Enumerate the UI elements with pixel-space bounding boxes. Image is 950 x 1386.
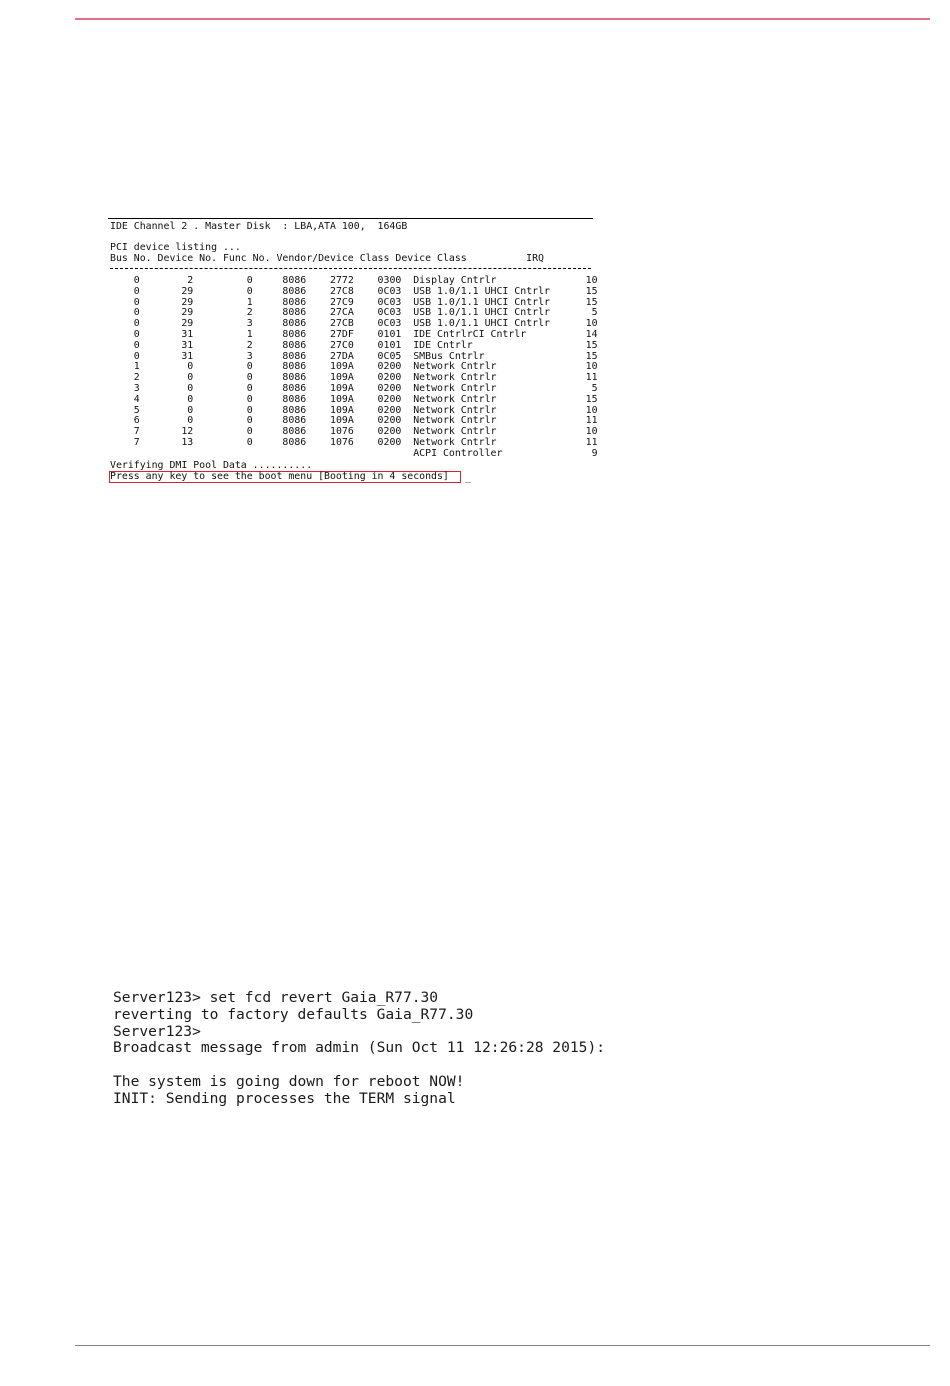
pci-cell-irq: 10: [561, 426, 598, 438]
pci-cell-device-class: Network Cntrlr: [401, 404, 562, 416]
console-line: INIT: Sending processes the TERM signal: [113, 1089, 456, 1107]
pci-cell-irq: 9: [561, 447, 598, 459]
pci-cell-device-class: IDE Cntrlr: [401, 339, 562, 351]
pci-cell-irq: 15: [561, 350, 598, 362]
pci-cell-class: 0C03: [353, 285, 402, 297]
pci-cell-vendor: 8086: [252, 415, 307, 427]
pci-cell-device-id: 1076: [306, 436, 354, 448]
pci-cell-class: 0101: [353, 328, 402, 340]
pci-cell-vendor: 8086: [252, 350, 307, 362]
pci-cell-func: 3: [193, 318, 253, 330]
pci-cell-func: 0: [193, 393, 253, 405]
pci-cell-vendor: 8086: [252, 339, 307, 351]
pci-cell-device: 0: [139, 404, 194, 416]
pci-table-header: Bus No. Device No. Func No. Vendor/Device Class Device Class IRQ: [110, 253, 545, 264]
pci-cell-device-id: 27C9: [306, 296, 354, 308]
pci-cell-irq: 5: [561, 307, 598, 319]
pci-cell-bus: 0: [110, 318, 140, 330]
pci-cell-irq: 11: [561, 415, 598, 427]
pci-cell-bus: 4: [110, 393, 140, 405]
pci-cell-bus: 0: [110, 307, 140, 319]
console-line: The system is going down for reboot NOW!: [113, 1072, 465, 1090]
pci-cell-device-class: SMBus Cntrlr: [401, 350, 562, 362]
console-line: Server123>: [113, 1022, 201, 1040]
pci-cell-bus: 5: [110, 404, 140, 416]
pci-cell-bus: 3: [110, 382, 140, 394]
pci-cell-device: 13: [139, 436, 194, 448]
pci-cell-bus: 0: [110, 285, 140, 297]
pci-cell-device-class: Network Cntrlr: [401, 382, 562, 394]
pci-cell-vendor: 8086: [252, 361, 307, 373]
pci-cell-func: 2: [193, 339, 253, 351]
pci-cell-device-id: 1076: [306, 426, 354, 438]
pci-device-row: [110, 449, 598, 460]
pci-cell-device: 0: [139, 372, 194, 384]
pci-cell-func: 0: [193, 404, 253, 416]
pci-cell-irq: 10: [561, 404, 598, 416]
pci-cell-func: 0: [193, 382, 253, 394]
pci-cell-class: [354, 448, 402, 459]
pci-cell-class: 0200: [353, 404, 402, 416]
pci-cell-device-class: USB 1.0/1.1 UHCI Cntrlr: [401, 318, 562, 330]
pci-cell-vendor: 8086: [252, 318, 307, 330]
pci-cell-irq: 15: [561, 339, 598, 351]
pci-cell-irq: 10: [561, 318, 598, 330]
pci-cell-func: 0: [193, 426, 253, 438]
pci-cell-device: 31: [139, 350, 194, 362]
pci-cell-device-id: 109A: [306, 372, 354, 384]
pci-cell-device-id: 27C8: [306, 285, 354, 297]
pci-cell-vendor: 8086: [252, 328, 307, 340]
pci-cell-device: 29: [139, 285, 194, 297]
ide-channel-line: IDE Channel 2 . Master Disk : LBA,ATA 100, 164GB: [110, 221, 408, 232]
pci-cell-device: 2: [139, 275, 194, 286]
pci-cell-device: 0: [139, 382, 194, 394]
footer-rule: [75, 1345, 930, 1346]
pci-cell-bus: 0: [110, 350, 140, 362]
pci-cell-vendor: 8086: [252, 436, 307, 448]
pci-cell-bus: 0: [110, 339, 140, 351]
pci-cell-device-id: 27DF: [306, 328, 354, 340]
pci-cell-vendor: 8086: [252, 285, 307, 297]
pci-cell-device: 0: [139, 415, 194, 427]
pci-cell-device-id: 109A: [306, 382, 354, 394]
pci-cell-irq: 14: [561, 328, 598, 340]
pci-cell-bus: 7: [110, 436, 140, 448]
bios-boot-screenshot: [108, 218, 598, 486]
pci-cell-device-class: Network Cntrlr: [401, 393, 562, 405]
pci-cell-irq: 15: [561, 393, 598, 405]
pci-cell-device-class: Display Cntrlr: [401, 275, 562, 286]
pci-listing-title: PCI device listing ...: [110, 242, 241, 253]
pci-cell-class: 0C03: [353, 307, 402, 319]
pci-cell-device: 29: [139, 296, 194, 308]
pci-cell-irq: 15: [561, 285, 598, 297]
console-line: reverting to factory defaults Gaia_R77.30: [113, 1005, 474, 1023]
pci-cell-device-class: ACPI Controller: [401, 447, 562, 459]
pci-cell-irq: 10: [561, 275, 598, 286]
pci-cell-device-class: USB 1.0/1.1 UHCI Cntrlr: [401, 285, 562, 297]
pci-cell-func: 0: [193, 415, 253, 427]
pci-cell-device-id: 27DA: [306, 350, 354, 362]
pci-cell-vendor: 8086: [252, 372, 307, 384]
pci-cell-device: 31: [139, 328, 194, 340]
pci-cell-class: 0C03: [353, 318, 402, 330]
dmi-pool-line: Verifying DMI Pool Data ..........: [110, 460, 313, 471]
pci-cell-bus: 1: [110, 361, 140, 373]
pci-cell-irq: 10: [561, 361, 598, 373]
console-line: [113, 1057, 605, 1074]
pci-cell-device-class: IDE CntrlrCI Cntrlr: [401, 328, 562, 340]
pci-cell-device: 12: [139, 426, 194, 438]
pci-cell-func: 0: [193, 361, 253, 373]
pci-header-separator: [110, 268, 591, 269]
pci-cell-bus: 0: [110, 328, 140, 340]
pci-cell-class: 0C03: [353, 296, 402, 308]
pci-cell-device: 29: [139, 307, 194, 319]
pci-cell-class: 0200: [353, 361, 402, 373]
pci-cell-vendor: 8086: [252, 382, 307, 394]
pci-cell-func: 0: [193, 372, 253, 384]
pci-cell-device-id: 2772: [306, 275, 354, 286]
screenshot-top-border: [108, 218, 593, 219]
pci-cell-device-id: 109A: [306, 361, 354, 373]
pci-cell-func: 0: [193, 275, 253, 286]
pci-cell-device: 29: [139, 318, 194, 330]
pci-cell-device-id: 27CA: [306, 307, 354, 319]
pci-cell-device-class: Network Cntrlr: [401, 426, 562, 438]
pci-cell-func: [193, 448, 252, 459]
pci-cell-func: 1: [193, 328, 253, 340]
console-line: Server123> set fcd revert Gaia_R77.30: [113, 989, 439, 1006]
pci-cell-device-id: 27CB: [306, 318, 354, 330]
pci-cell-func: 0: [193, 285, 253, 297]
pci-cell-class: 0200: [353, 415, 402, 427]
pci-cell-class: 0101: [353, 339, 402, 351]
pci-cell-vendor: 8086: [252, 296, 307, 308]
pci-cell-vendor: 8086: [252, 404, 307, 416]
pci-cell-class: 0200: [353, 426, 402, 438]
pci-cell-device: 31: [139, 339, 194, 351]
pci-cell-irq: 5: [561, 382, 598, 394]
console-line: Broadcast message from admin (Sun Oct 11 12:26:28 2015):: [113, 1039, 606, 1057]
pci-cell-bus: 2: [110, 372, 140, 384]
pci-cell-bus: [110, 448, 140, 459]
pci-cell-device: [140, 448, 194, 459]
pci-cell-func: 0: [193, 436, 253, 448]
pci-cell-device-id: 109A: [306, 393, 354, 405]
pci-cell-device-id: 27C0: [306, 339, 354, 351]
pci-cell-bus: 0: [110, 296, 140, 308]
pci-cell-class: 0C05: [353, 350, 402, 362]
pci-cell-device-class: Network Cntrlr: [401, 372, 562, 384]
pci-cell-device-id: 109A: [306, 404, 354, 416]
boot-menu-prompt-text: Press any key to see the boot menu [Booting in 4 seconds]: [110, 471, 449, 482]
pci-cell-device-class: Network Cntrlr: [401, 415, 562, 427]
pci-cell-bus: 7: [110, 426, 140, 438]
pci-cell-vendor: 8086: [252, 275, 307, 286]
pci-cell-device-class: USB 1.0/1.1 UHCI Cntrlr: [401, 307, 562, 319]
pci-cell-bus: 6: [110, 415, 140, 427]
pci-cell-device-class: Network Cntrlr: [401, 361, 562, 373]
pci-cell-class: 0200: [353, 393, 402, 405]
pci-cell-vendor: [253, 448, 307, 459]
terminal-cursor: _: [465, 472, 471, 483]
pci-cell-bus: 0: [110, 275, 140, 286]
pci-cell-class: 0300: [353, 275, 402, 286]
pci-cell-class: 0200: [353, 436, 402, 448]
pci-cell-vendor: 8086: [252, 393, 307, 405]
pci-cell-func: 2: [193, 307, 253, 319]
pci-cell-class: 0200: [353, 372, 402, 384]
pci-cell-device: 0: [139, 361, 194, 373]
pci-cell-device: 0: [139, 393, 194, 405]
pci-device-table: [110, 276, 598, 460]
gaia-console-screenshot: [113, 990, 605, 1108]
pci-cell-irq: 11: [561, 436, 598, 448]
pci-cell-vendor: 8086: [252, 307, 307, 319]
pci-cell-device-id: 109A: [306, 415, 354, 427]
pci-cell-device-class: USB 1.0/1.1 UHCI Cntrlr: [401, 296, 562, 308]
pci-cell-device-id: [306, 448, 354, 459]
header-rule: [75, 18, 930, 20]
pci-cell-vendor: 8086: [252, 426, 307, 438]
pci-cell-irq: 15: [561, 296, 598, 308]
pci-cell-func: 1: [193, 296, 253, 308]
pci-cell-device-class: Network Cntrlr: [401, 436, 562, 448]
pci-cell-func: 3: [193, 350, 253, 362]
pci-cell-irq: 11: [561, 372, 598, 384]
pci-cell-class: 0200: [353, 382, 402, 394]
